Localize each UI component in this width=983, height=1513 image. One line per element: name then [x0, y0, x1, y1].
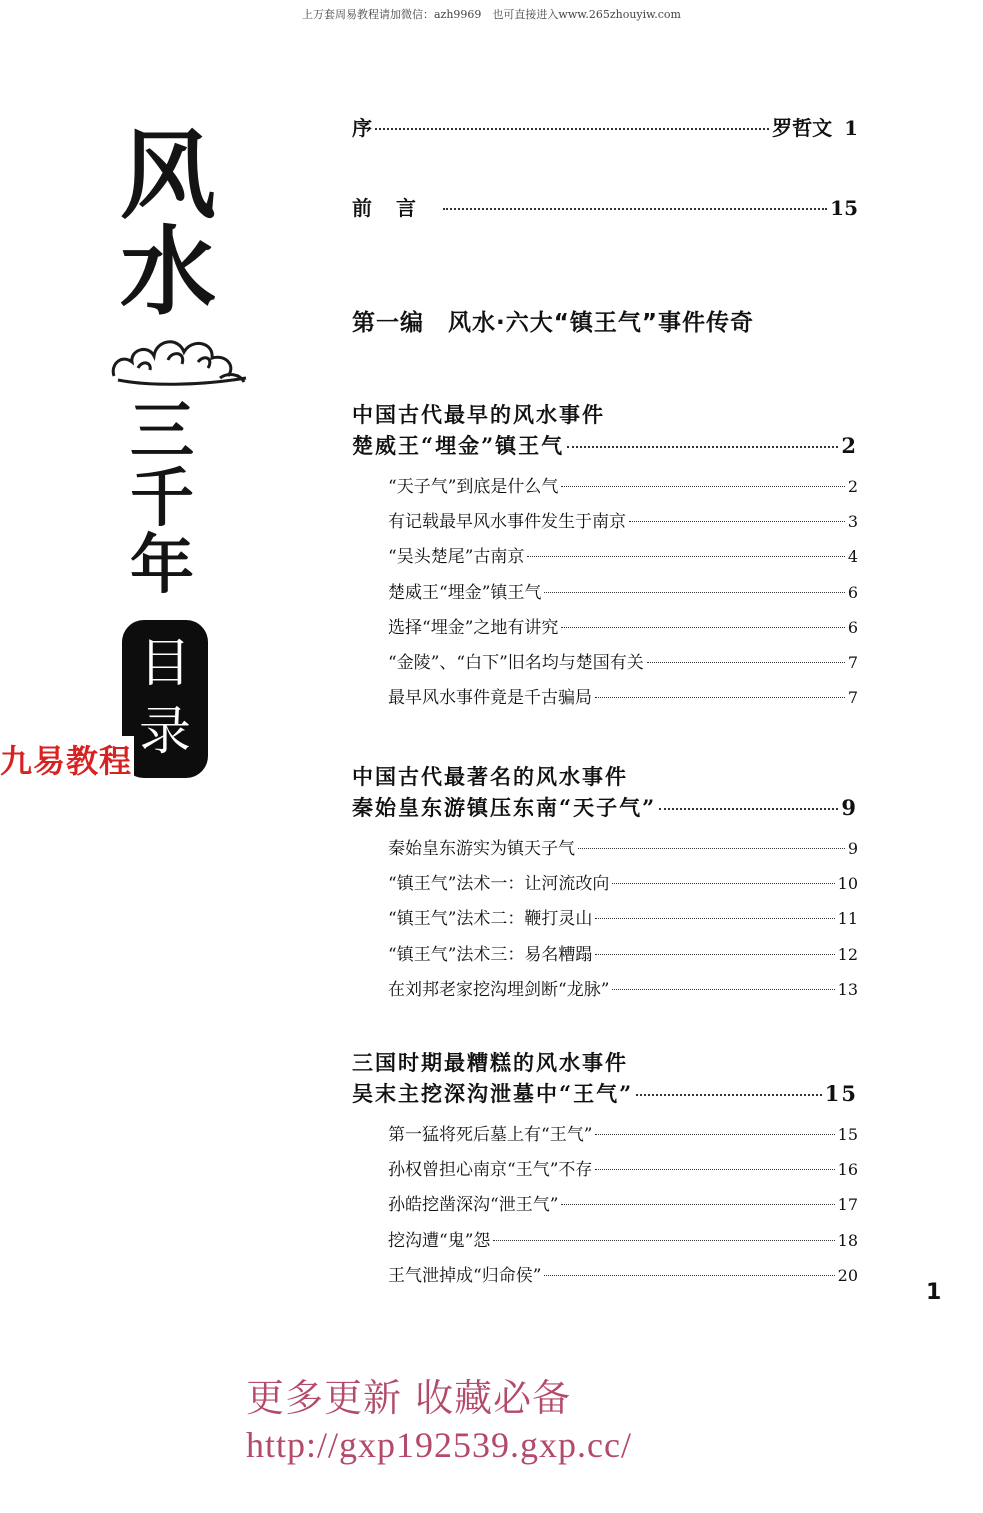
section-title: “镇王气”法术二：鞭打灵山 [388, 909, 593, 930]
toc-entry-page: 1 [844, 116, 858, 140]
section-title: 有记载最早风水事件发生于南京 [388, 512, 626, 533]
part-heading: 第一编 风水·六大“镇王气”事件传奇 [352, 310, 754, 336]
section-page: 13 [837, 979, 858, 999]
section-title: 孙权曾担心南京“王气”不存 [388, 1160, 593, 1181]
chapter-title-entry[interactable] [352, 1078, 858, 1112]
section-page: 16 [837, 1160, 858, 1180]
book-title-char: 三 [130, 394, 194, 469]
brand-watermark: 九易教程 [0, 736, 134, 782]
leader-dots [578, 848, 845, 849]
page-number: 1 [926, 1280, 942, 1305]
contents-badge-char: 录 [138, 702, 191, 762]
promo-watermark [246, 1376, 632, 1466]
promo-slogan: 更多更新 收藏必备 [246, 1376, 572, 1420]
leader-dots [544, 592, 844, 593]
section-title: “金陵”、“白下”旧名均与楚国有关 [388, 652, 644, 673]
chapter-title-entry[interactable] [352, 430, 858, 464]
section-title: 在刘邦老家挖沟埋剑断“龙脉” [388, 979, 610, 1000]
section-title: 孙皓挖凿深沟“泄王气” [388, 1195, 559, 1216]
contents-badge [122, 620, 208, 778]
leader-dots [561, 627, 844, 628]
book-title-char: 千 [130, 461, 194, 537]
section-page: 9 [847, 839, 858, 858]
section-list [388, 834, 858, 1010]
leader-dots [567, 446, 838, 448]
section-page: 20 [837, 1265, 858, 1285]
section-entry[interactable] [388, 542, 858, 577]
top-watermark-note: 上万套周易教程请加微信：azh9969 也可直接进入www.265zhouyiw.com [301, 8, 681, 21]
chapter-block [352, 762, 858, 1010]
toc-entry-preface[interactable] [352, 112, 858, 152]
book-title-char: 水 [120, 215, 216, 328]
section-entry[interactable] [388, 1190, 858, 1225]
auspicious-cloud-icon [108, 324, 248, 394]
toc-entry-label: 前言 [352, 196, 440, 220]
section-page: 18 [837, 1230, 858, 1250]
leader-dots [544, 1275, 834, 1276]
leader-dots [595, 697, 845, 698]
section-page: 10 [837, 874, 858, 894]
section-entry[interactable] [388, 1261, 858, 1296]
chapter-title-entry[interactable] [352, 792, 858, 826]
section-page: 6 [847, 582, 858, 602]
leader-dots [493, 1240, 834, 1241]
chapter-subtitle: 中国古代最著名的风水事件 [352, 764, 628, 789]
book-title-char: 年 [130, 528, 194, 604]
leader-dots [647, 662, 845, 663]
section-entry[interactable] [388, 904, 858, 939]
section-title: “吴头楚尾”古南京 [388, 547, 525, 568]
leader-dots [636, 1094, 822, 1096]
toc-entry-author: 罗哲文 [772, 116, 833, 140]
section-page: 11 [837, 909, 858, 929]
section-page: 7 [847, 688, 858, 708]
leader-dots [595, 1134, 834, 1135]
chapter-page: 2 [841, 433, 858, 458]
section-entry[interactable] [388, 613, 858, 648]
section-list [388, 1120, 858, 1296]
book-title-vertical [108, 119, 248, 604]
section-title: 最早风水事件竟是千古骗局 [388, 688, 592, 709]
leader-dots [629, 521, 845, 522]
leader-dots [612, 989, 834, 990]
chapter-subtitle: 三国时期最糟糕的风水事件 [352, 1050, 628, 1075]
toc-entry-page: 15 [830, 196, 858, 220]
section-title: 挖沟遭“鬼”怨 [388, 1230, 491, 1251]
toc-entry-foreword[interactable] [352, 192, 858, 232]
section-page: 4 [847, 547, 858, 567]
chapter-block [352, 1048, 858, 1296]
leader-dots [375, 128, 769, 130]
section-page: 15 [837, 1125, 858, 1144]
section-page: 6 [847, 617, 858, 637]
table-of-contents [352, 112, 858, 1286]
toc-entry-label: 序 [352, 116, 372, 140]
promo-url[interactable]: http://gxp192539.gxp.cc/ [246, 1424, 632, 1465]
section-entry[interactable] [388, 472, 858, 507]
section-title: 秦始皇东游实为镇天子气 [388, 839, 575, 859]
leader-dots [659, 808, 838, 810]
leader-dots [595, 954, 834, 955]
leader-dots [612, 883, 834, 884]
section-entry[interactable] [388, 975, 858, 1010]
chapter-block [352, 400, 858, 718]
section-title: 楚威王“埋金”镇王气 [388, 582, 542, 603]
section-list [388, 472, 858, 718]
leader-dots [527, 556, 844, 557]
leader-dots [443, 208, 827, 210]
leader-dots [595, 1169, 834, 1170]
section-entry[interactable] [388, 683, 858, 718]
section-entry[interactable] [388, 834, 858, 869]
section-page: 12 [837, 944, 858, 964]
chapter-subtitle: 中国古代最早的风水事件 [352, 402, 605, 427]
section-title: 第一猛将死后墓上有“王气” [388, 1125, 593, 1145]
section-entry[interactable] [388, 1120, 858, 1155]
section-page: 17 [837, 1195, 858, 1215]
book-title-char: 风 [120, 119, 216, 232]
section-page: 7 [847, 652, 858, 672]
leader-dots [561, 1204, 834, 1205]
section-entry[interactable] [388, 869, 858, 904]
chapter-page: 9 [841, 795, 858, 820]
section-title: “镇王气”法术三：易名糟蹋 [388, 944, 593, 965]
contents-badge-char: 目 [138, 634, 191, 694]
section-entry[interactable] [388, 1155, 858, 1190]
chapter-title: 楚威王“埋金”镇王气 [352, 433, 565, 458]
section-entry[interactable] [388, 648, 858, 683]
section-title: “天子气”到底是什么气 [388, 477, 559, 497]
section-entry[interactable] [388, 578, 858, 613]
chapter-title: 秦始皇东游镇压东南“天子气” [352, 795, 657, 820]
section-title: 王气泄掉成“归命侯” [388, 1265, 542, 1286]
section-page: 3 [847, 512, 858, 532]
section-entry[interactable] [388, 940, 858, 975]
leader-dots [595, 918, 834, 919]
section-entry[interactable] [388, 1226, 858, 1261]
chapter-page: 15 [824, 1081, 858, 1106]
chapter-title: 吴末主挖深沟泄墓中“王气” [352, 1081, 634, 1106]
section-title: 选择“埋金”之地有讲究 [388, 617, 559, 638]
section-title: “镇王气”法术一：让河流改向 [388, 874, 610, 895]
leader-dots [561, 486, 844, 487]
section-page: 2 [847, 477, 858, 496]
section-entry[interactable] [388, 507, 858, 542]
